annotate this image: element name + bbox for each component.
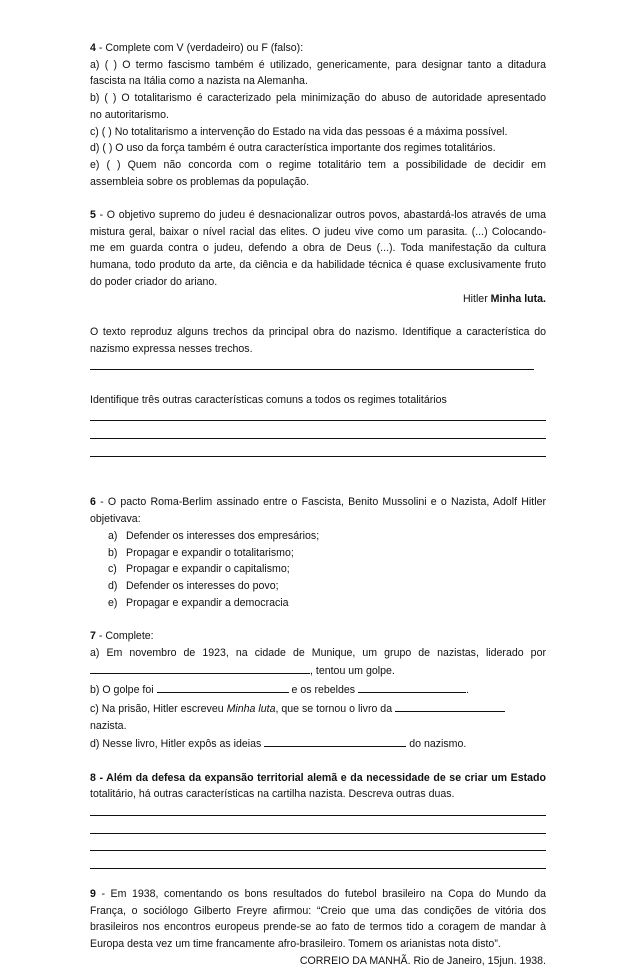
option-d[interactable]: d) Defender os interesses do povo; — [108, 579, 279, 592]
item-c-line2: nazista. — [90, 719, 127, 732]
quote-line5: do poder criador do ariano. — [90, 275, 218, 288]
question-6-line2: objetivava: — [90, 513, 141, 526]
prompt-line2: nazismo expressa nesses trechos. — [90, 342, 253, 355]
answer-line[interactable] — [90, 803, 546, 816]
statement-d: d) ( ) O uso da força também é outra característica importante dos regimes totalitários. — [90, 142, 496, 155]
answer-line[interactable] — [90, 408, 546, 421]
statement-e-line1: e) ( ) Quem não concorda com o regime totalitário tem a possibilidade de decidir em — [90, 158, 546, 171]
answer-line[interactable] — [90, 856, 546, 869]
question-9-line3: brasileiros nos encontros europeus prende-se ao fato de termos tido a coragem de mandar à — [90, 921, 546, 934]
worksheet-page — [90, 40, 546, 969]
option-c[interactable]: c) Propagar e expandir o capitalismo; — [108, 563, 290, 576]
question-7-title: 7 - Complete: — [90, 630, 154, 643]
question-6-line1: 6 - O pacto Roma-Berlim assinado entre o Fascista, Benito Mussolini e o Nazista, Adolf Hitler — [90, 496, 546, 509]
question-number: 9 — [90, 887, 96, 900]
quote-line1: 5 - O objetivo supremo do judeu é desnacionalizar outros povos, abastardá-los através de uma — [90, 209, 546, 222]
quote-line4: humana, todo produto da arte, da ciência e da habilidade técnica é quase exclusivamente fruto — [90, 259, 546, 272]
fill-blank[interactable] — [358, 680, 466, 693]
statement-e-line2: assembleia sobre os problemas da população. — [90, 175, 310, 188]
answer-line[interactable] — [90, 426, 546, 439]
question-8-line1: 8 - Além da defesa da expansão territorial alemã e da necessidade de se criar um Estado — [90, 771, 546, 784]
quote-source: Hitler Minha luta. — [463, 292, 546, 305]
statement-c: c) ( ) No totalitarismo a intervenção do Estado na vida das pessoas é a máxima possível. — [90, 125, 508, 138]
statement-a-line2: fascista na Itália como a nazista na Alemanha. — [90, 75, 308, 88]
fill-blank[interactable] — [157, 680, 289, 693]
option-e[interactable]: e) Propagar e expandir a democracia — [108, 596, 289, 609]
prompt-line1: O texto reproduz alguns trechos da principal obra do nazismo. Identifique a característica do — [90, 325, 546, 338]
statement-b-line1: b) ( ) O totalitarismo é caracterizado pela minimização do abuso de autoridade apresentado — [90, 92, 546, 105]
fill-blank[interactable] — [90, 661, 310, 674]
prompt-line3: Identifique três outras características comuns a todos os regimes totalitários — [90, 393, 447, 406]
quote-line3: me em guarda contra o judeu, defendo a obra de Deus (...). Toda manifestação da cultura — [90, 242, 546, 255]
statement-a-line1: a) ( ) O termo fascismo também é utilizado, genericamente, para designar tanto a ditadura — [90, 58, 546, 71]
question-8-line2: totalitário, há outras características na cartilha nazista. Descreva outras duas. — [90, 788, 455, 801]
answer-line[interactable] — [90, 444, 546, 457]
question-4 — [90, 40, 546, 190]
question-4-title: 4 - Complete com V (verdadeiro) ou F (falso): — [90, 42, 304, 54]
statement-b-line2: no autoritarismo. — [90, 108, 169, 121]
quote-line2: mistura geral, baixar o nível racial das elites. O judeu vive como um parasita. (...) Colocando- — [90, 225, 546, 238]
question-9 — [90, 886, 546, 969]
option-a[interactable]: a) Defender os interesses dos empresários; — [108, 529, 320, 542]
question-9-line2: França, o sociólogo Gilberto Freyre afirmou: “Creio que uma das condições de vitória dos — [90, 904, 546, 917]
fill-blank[interactable] — [395, 699, 505, 712]
question-number: 5 — [90, 209, 96, 222]
answer-line[interactable] — [90, 357, 534, 370]
item-a-line2: , tentou um golpe. — [90, 661, 546, 680]
question-9-line1: 9 - Em 1938, comentando os bons resultados do futebol brasileiro na Copa do Mundo da — [90, 887, 546, 900]
answer-line[interactable] — [90, 821, 546, 834]
question-9-line4: Europa desta vez um time francamente afro-brasileiro. Tomem os arianistas nota disto”. — [90, 937, 501, 950]
option-b[interactable]: b) Propagar e expandir o totalitarismo; — [108, 546, 294, 559]
question-number: 7 — [90, 630, 96, 643]
question-8 — [90, 770, 546, 869]
question-number: 8 — [90, 771, 96, 784]
fill-blank[interactable] — [264, 734, 406, 747]
item-d: d) Nesse livro, Hitler expôs as ideias do nazismo. — [90, 734, 546, 753]
question-number: 4 — [90, 42, 96, 54]
question-number: 6 — [90, 496, 96, 509]
item-c-line1: c) Na prisão, Hitler escreveu Minha luta, que se tornou o livro da — [90, 699, 546, 718]
answer-line[interactable] — [90, 838, 546, 851]
question-6 — [90, 494, 546, 611]
item-a-line1: a) Em novembro de 1923, na cidade de Munique, um grupo de nazistas, liderado por — [90, 646, 546, 659]
question-5 — [90, 207, 546, 457]
question-9-source: CORREIO DA MANHÃ. Rio de Janeiro, 15jun. 1938. — [299, 954, 546, 967]
item-b: b) O golpe foi e os rebeldes . — [90, 680, 546, 699]
question-7 — [90, 628, 546, 753]
